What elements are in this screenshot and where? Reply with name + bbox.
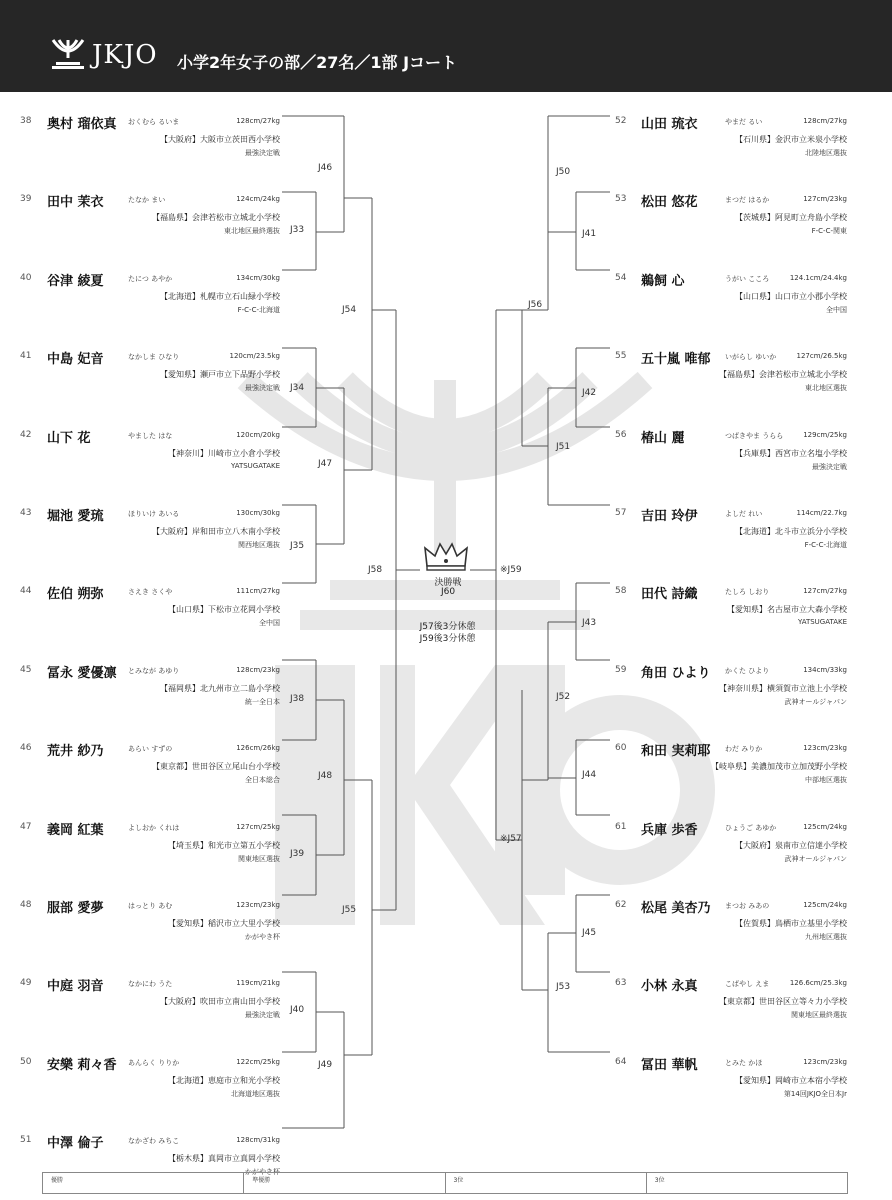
- school: 【北海道】北斗市立浜分小学校: [735, 527, 847, 536]
- competitor-name: 冨田 華帆: [641, 1057, 698, 1073]
- school: 【石川県】金沢市立米泉小学校: [735, 135, 847, 144]
- school: 【愛知県】名古屋市立大森小学校: [727, 605, 847, 615]
- name-reading: おくむら るいま: [128, 118, 180, 126]
- name-reading: ほりいけ あいる: [128, 510, 180, 518]
- match-J43: J43: [582, 618, 597, 628]
- height-weight: 126cm/26kg: [236, 744, 280, 753]
- name-reading: やました はな: [128, 431, 173, 440]
- height-weight: 128cm/27kg: [236, 117, 280, 125]
- seed-number: 64: [615, 1056, 627, 1067]
- height-weight: 119cm/21kg: [236, 979, 280, 988]
- left-entry-12: [20, 1057, 280, 1117]
- name-reading: なかざわ みちこ: [128, 1137, 180, 1146]
- qualification: YATSUGATAKE: [797, 618, 847, 627]
- match-J35: J35: [290, 541, 305, 551]
- right-entry-4: [615, 430, 847, 490]
- seed-number: 63: [615, 978, 627, 989]
- name-reading: とみなが あゆり: [128, 666, 180, 675]
- seed-number: 49: [20, 978, 32, 989]
- left-entry-5: [20, 508, 280, 568]
- left-entry-2: [20, 273, 280, 333]
- competitor-name: 中澤 倫子: [47, 1136, 104, 1152]
- qualification: 最強決定戦: [245, 384, 280, 393]
- name-reading: よしだ れい: [725, 510, 763, 518]
- height-weight: 120cm/23.5kg: [229, 352, 280, 361]
- match-J50: J50: [556, 167, 571, 177]
- match-J47: J47: [318, 459, 333, 469]
- name-reading: なかにわ うた: [128, 980, 173, 989]
- seed-number: 48: [20, 900, 32, 910]
- competitor-name: 五十嵐 唯郁: [641, 352, 711, 368]
- match-J49: J49: [318, 1060, 333, 1070]
- seed-number: 40: [20, 272, 32, 283]
- competitor-name: 義岡 紅葉: [47, 822, 104, 838]
- right-entry-3: [615, 351, 847, 411]
- qualification: 東北地区最終選抜: [224, 227, 280, 236]
- right-entry-1: [615, 194, 847, 254]
- name-reading: つばきやま うらら: [725, 431, 784, 440]
- competitor-name: 中島 妃音: [47, 352, 104, 368]
- school: 【大阪府】大阪市立茨田西小学校: [160, 135, 280, 144]
- match-J44: J44: [582, 770, 597, 780]
- seed-number: 58: [615, 586, 627, 597]
- final-label: 決勝戦: [434, 578, 462, 588]
- height-weight: 127cm/26.5kg: [796, 352, 847, 361]
- height-weight: 123cm/23kg: [803, 744, 847, 753]
- qualification: F-C-C-北海道: [237, 305, 280, 314]
- qualification: かがやき杯: [245, 1168, 280, 1177]
- height-weight: 134cm/33kg: [803, 665, 847, 674]
- rest-note-1: J57後3分休憩: [419, 622, 476, 632]
- right-entry-9: [615, 822, 847, 882]
- height-weight: 134cm/30kg: [236, 273, 280, 282]
- left-entry-8: [20, 743, 280, 803]
- school: 【大阪府】岸和田市立八木南小学校: [152, 527, 280, 536]
- match-J58: J58: [368, 565, 383, 575]
- qualification: 統一全日本: [245, 697, 280, 706]
- qualification: 武神オールジャパン: [784, 697, 847, 706]
- match-J46: J46: [318, 163, 333, 173]
- qualification: 全中国: [259, 619, 280, 628]
- school: 【北海道】札幌市立石山緑小学校: [160, 291, 280, 301]
- competitor-name: 山田 琉衣: [641, 117, 698, 132]
- qualification: 中部地区選抜: [805, 776, 847, 785]
- match-J34: J34: [290, 383, 305, 393]
- match-J54: J54: [342, 305, 357, 315]
- height-weight: 125cm/24kg: [803, 901, 847, 909]
- competitor-name: 兵庫 歩香: [641, 822, 698, 838]
- name-reading: とみた かほ: [725, 1058, 763, 1067]
- school: 【山口県】山口市立小郡小学校: [735, 291, 847, 301]
- results-footer: [42, 1172, 848, 1194]
- match-J48: J48: [318, 771, 333, 781]
- height-weight: 127cm/27kg: [803, 587, 847, 596]
- competitor-name: 角田 ひより: [641, 665, 711, 681]
- competitor-name: 奥村 瑠依真: [47, 117, 117, 132]
- seed-number: 51: [20, 1135, 32, 1146]
- match-J41: J41: [582, 229, 597, 239]
- competitor-name: 田中 茉衣: [47, 195, 104, 211]
- final-match-id: J60: [440, 587, 456, 597]
- school: 【東京都】世田谷区立尾山台小学校: [152, 762, 280, 772]
- competitor-name: 吉田 玲伊: [641, 509, 698, 524]
- competitor-name: 中庭 羽音: [47, 979, 104, 995]
- seed-number: 50: [20, 1056, 32, 1067]
- competitor-name: 松尾 美杏乃: [641, 901, 711, 916]
- jkjo-logo-icon: [50, 38, 86, 70]
- qualification: 武神オールジャパン: [784, 854, 847, 863]
- qualification: 第14回JKJO全日本Jr: [783, 1089, 847, 1098]
- left-entry-11: [20, 978, 280, 1038]
- competitor-name: 服部 愛夢: [47, 901, 104, 916]
- school: 【愛知県】稲沢市立大里小学校: [168, 919, 280, 928]
- name-reading: わだ みりか: [725, 745, 763, 754]
- height-weight: 122cm/25kg: [236, 1057, 280, 1066]
- qualification: F-C-C-北海道: [804, 541, 847, 549]
- school: 【東京都】世田谷区立等々力小学校: [719, 997, 847, 1007]
- right-entry-0: [615, 116, 847, 176]
- competitor-name: 佐伯 朔弥: [47, 587, 104, 603]
- school: 【大阪府】吹田市立南山田小学校: [160, 997, 280, 1007]
- competitor-name: 椿山 麗: [641, 430, 685, 446]
- qualification: 最強決定戦: [245, 1011, 280, 1020]
- qualification: 北海道地区選抜: [231, 1089, 280, 1098]
- height-weight: 129cm/25kg: [803, 430, 847, 439]
- school: 【神奈川】川崎市立小倉小学校: [168, 448, 280, 458]
- height-weight: 120cm/20kg: [236, 430, 280, 439]
- right-entry-6: [615, 586, 847, 646]
- seed-number: 59: [615, 664, 627, 675]
- name-reading: なかしま ひなり: [128, 353, 180, 362]
- name-reading: たなか まい: [128, 196, 166, 205]
- right-entry-5: [615, 508, 847, 568]
- right-entry-7: [615, 665, 847, 725]
- left-entry-1: [20, 194, 280, 254]
- competitor-name: 荒井 紗乃: [47, 744, 104, 760]
- qualification: 関西地区選抜: [238, 541, 280, 549]
- runner-up-cell[interactable]: 準優勝: [244, 1173, 445, 1193]
- competitor-name: 安樂 莉々香: [47, 1057, 117, 1073]
- left-entry-4: [20, 430, 280, 490]
- qualification: 全中国: [826, 305, 847, 314]
- right-entry-11: [615, 978, 847, 1038]
- height-weight: 128cm/31kg: [236, 1136, 280, 1145]
- name-reading: さえき さくや: [128, 588, 173, 597]
- school: 【愛知県】岡崎市立本宿小学校: [735, 1075, 847, 1085]
- competitor-name: 小林 永真: [641, 979, 698, 995]
- school: 【栃木県】真岡市立真岡小学校: [168, 1154, 280, 1164]
- height-weight: 128cm/27kg: [803, 117, 847, 125]
- school: 【埼玉県】和光市立第五小学校: [168, 840, 280, 850]
- match-J39: J39: [290, 849, 305, 859]
- qualification: 最強決定戦: [245, 149, 280, 157]
- crown-icon: [423, 540, 469, 572]
- height-weight: 127cm/25kg: [236, 822, 280, 831]
- left-entry-0: [20, 116, 280, 176]
- seed-number: 57: [615, 508, 627, 518]
- height-weight: 127cm/23kg: [803, 195, 847, 204]
- match-J55: J55: [342, 905, 357, 915]
- name-reading: まつお みあの: [725, 902, 770, 910]
- height-weight: 123cm/23kg: [236, 901, 280, 909]
- seed-number: 43: [20, 508, 32, 518]
- match-J40: J40: [290, 1005, 305, 1015]
- seed-number: 39: [20, 194, 32, 205]
- seed-number: 44: [20, 586, 32, 597]
- school: 【山口県】下松市立花岡小学校: [168, 605, 280, 615]
- left-entry-6: [20, 586, 280, 646]
- school: 【北海道】恵庭市立和光小学校: [168, 1075, 280, 1085]
- seed-number: 55: [615, 351, 627, 362]
- match-J59: ※J59: [500, 565, 522, 575]
- third-place-cell-1[interactable]: 3位: [446, 1173, 647, 1193]
- third-place-cell-2[interactable]: 3位: [654, 1177, 665, 1184]
- height-weight: 125cm/24kg: [803, 822, 847, 831]
- match-J57: ※J57: [500, 834, 522, 844]
- competitor-name: 谷津 綾夏: [47, 273, 104, 289]
- seed-number: 38: [20, 116, 32, 126]
- competitor-name: 冨永 愛優凛: [47, 665, 117, 681]
- name-reading: うがい こころ: [725, 274, 770, 283]
- name-reading: いがらし ゆいか: [725, 353, 777, 362]
- height-weight: 124cm/24kg: [236, 195, 280, 204]
- school: 【岐阜県】美濃加茂市立加茂野小学校: [711, 762, 847, 772]
- seed-number: 46: [20, 743, 32, 754]
- name-reading: あらい すずの: [128, 745, 173, 754]
- school: 【愛知県】瀬戸市立下品野小学校: [160, 370, 280, 380]
- competitor-name: 田代 詩織: [641, 587, 698, 603]
- school: 【神奈川県】横須賀市立池上小学校: [719, 683, 847, 693]
- height-weight: 114cm/22.7kg: [796, 509, 847, 517]
- qualification: かがやき杯: [245, 933, 280, 941]
- school: 【福岡県】北九州市立二島小学校: [160, 683, 280, 693]
- match-J52: J52: [556, 692, 571, 702]
- right-entry-2: [615, 273, 847, 333]
- seed-number: 60: [615, 743, 627, 754]
- left-entry-3: [20, 351, 280, 411]
- competitor-name: 山下 花: [47, 430, 91, 446]
- height-weight: 126.6cm/25.3kg: [789, 979, 847, 988]
- name-reading: あんらく りりか: [128, 1058, 180, 1067]
- page-title: 小学2年女子の部／27名／1部 Jコート: [177, 53, 458, 72]
- seed-number: 52: [615, 116, 627, 126]
- qualification: YATSUGATAKE: [230, 461, 280, 470]
- header-bar: [0, 0, 892, 92]
- seed-number: 45: [20, 664, 32, 675]
- name-reading: まつだ はるか: [725, 196, 770, 205]
- match-J33: J33: [290, 225, 305, 235]
- qualification: F-C-C-関東: [811, 227, 847, 236]
- qualification: 関東地区最終選抜: [791, 1011, 847, 1020]
- competitor-name: 松田 悠花: [641, 195, 698, 211]
- competitor-name: 堀池 愛琉: [47, 509, 104, 524]
- height-weight: 124.1cm/24.4kg: [789, 273, 847, 282]
- competitor-name: 鵜飼 心: [641, 273, 685, 289]
- rest-note-2: J59後3分休憩: [419, 634, 476, 644]
- winner-cell[interactable]: 優勝: [43, 1173, 244, 1193]
- school: 【福島県】会津若松市立城北小学校: [152, 213, 280, 223]
- height-weight: 111cm/27kg: [236, 587, 280, 596]
- seed-number: 61: [615, 821, 627, 832]
- qualification: 東北地区選抜: [805, 384, 847, 393]
- qualification: 九州地区選抜: [805, 933, 847, 941]
- right-entry-8: [615, 743, 847, 803]
- name-reading: こばやし えま: [725, 980, 770, 989]
- qualification: 最強決定戦: [812, 462, 847, 471]
- name-reading: よしおか くれは: [128, 823, 180, 832]
- match-J42: J42: [582, 388, 597, 398]
- name-reading: たにつ あやか: [128, 274, 173, 283]
- height-weight: 130cm/30kg: [236, 509, 280, 517]
- seed-number: 41: [20, 351, 32, 362]
- left-entry-9: [20, 822, 280, 882]
- name-reading: やまだ るい: [725, 118, 763, 126]
- match-J51: J51: [556, 442, 571, 452]
- height-weight: 123cm/23kg: [803, 1057, 847, 1066]
- name-reading: かくた ひより: [725, 666, 770, 675]
- name-reading: たしろ しおり: [725, 588, 770, 597]
- school: 【兵庫県】西宮市立名塩小学校: [735, 448, 847, 458]
- match-J45: J45: [582, 928, 597, 938]
- seed-number: 62: [615, 900, 627, 910]
- qualification: 関東地区選抜: [238, 854, 280, 863]
- match-J38: J38: [290, 694, 305, 704]
- school: 【福島県】会津若松市立城北小学校: [719, 370, 847, 380]
- seed-number: 54: [615, 272, 627, 283]
- match-J53: J53: [556, 982, 571, 992]
- name-reading: ひょうご あゆか: [725, 823, 777, 832]
- seed-number: 53: [615, 194, 627, 205]
- school: 【茨城県】阿見町立舟島小学校: [735, 213, 847, 223]
- school: 【大阪府】泉南市立信達小学校: [735, 840, 847, 850]
- right-entry-12: [615, 1057, 847, 1117]
- left-entry-7: [20, 665, 280, 725]
- qualification: 全日本総合: [245, 776, 280, 785]
- height-weight: 128cm/23kg: [236, 665, 280, 674]
- seed-number: 47: [20, 821, 32, 832]
- left-entry-10: [20, 900, 280, 960]
- competitor-name: 和田 実莉耶: [641, 744, 711, 760]
- name-reading: はっとり あむ: [128, 902, 173, 910]
- seed-number: 56: [615, 429, 627, 440]
- right-entry-10: [615, 900, 847, 960]
- school: 【佐賀県】鳥栖市立基里小学校: [735, 919, 847, 928]
- seed-number: 42: [20, 429, 32, 440]
- match-J56: J56: [528, 300, 543, 310]
- qualification: 北陸地区選抜: [805, 149, 847, 157]
- logo-text: JKJO: [92, 40, 158, 70]
